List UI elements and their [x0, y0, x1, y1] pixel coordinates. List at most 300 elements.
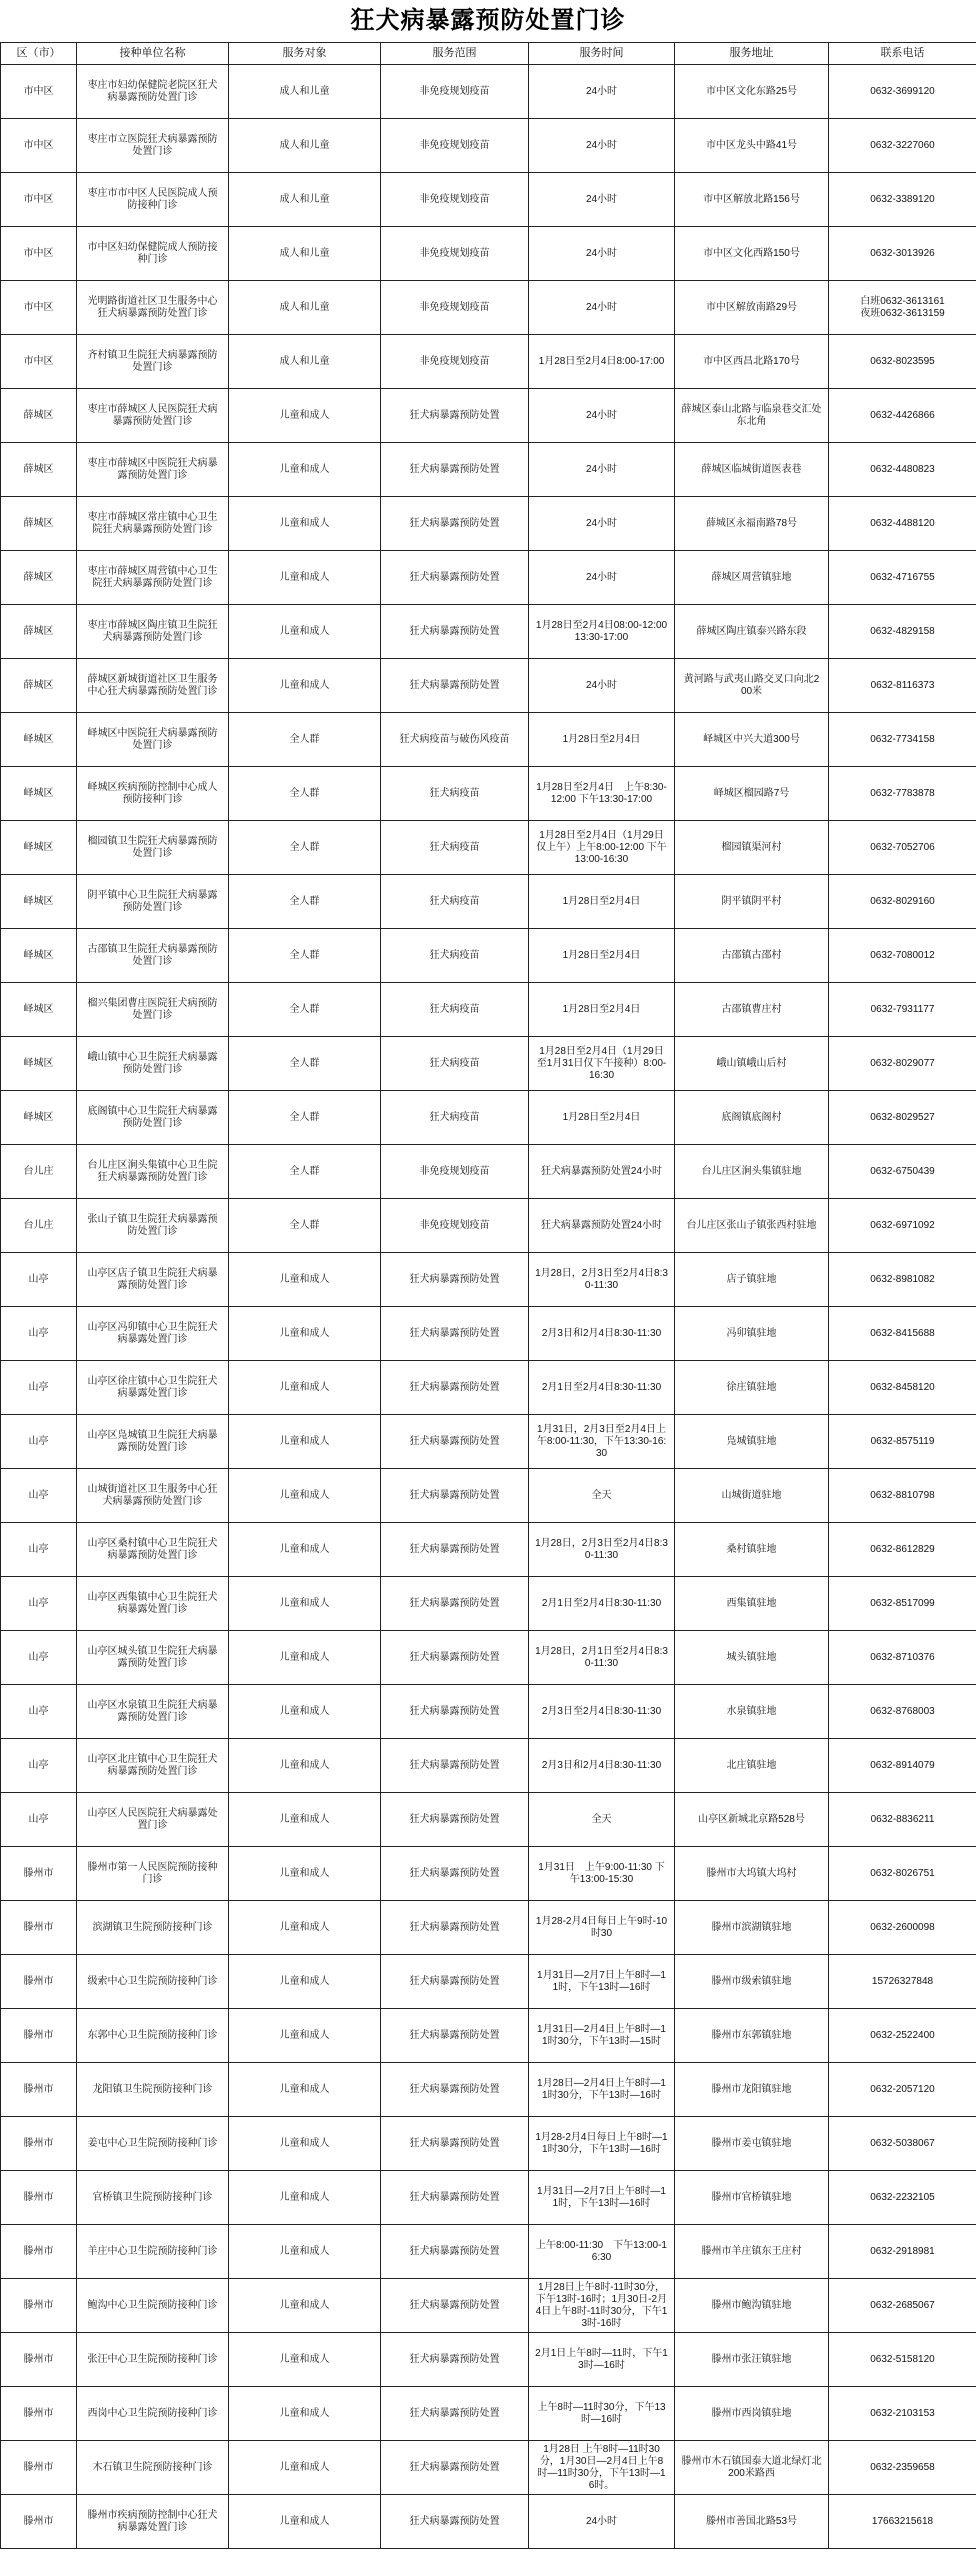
- unit-name-cell: 光明路街道社区卫生服务中心狂犬病暴露预防处置门诊: [77, 281, 229, 335]
- unit-name-cell: 古邵镇卫生院狂犬病暴露预防处置门诊: [77, 929, 229, 983]
- scope-cell: 非免疫规划疫苗: [381, 1199, 529, 1253]
- district-cell: 薛城区: [1, 443, 77, 497]
- table-header-row: [1, 43, 976, 65]
- header-time: 服务时间: [529, 43, 675, 65]
- scope-cell: 狂犬病暴露预防处置: [381, 2225, 529, 2279]
- target-cell: 成人和儿童: [229, 281, 381, 335]
- table-row: [1, 551, 976, 605]
- target-cell: 儿童和成人: [229, 1307, 381, 1361]
- table-row: [1, 1685, 976, 1739]
- target-cell: 儿童和成人: [229, 1631, 381, 1685]
- address-cell: 峄城区榴园路7号: [675, 767, 829, 821]
- target-cell: 儿童和成人: [229, 2279, 381, 2333]
- unit-name-cell: 羊庄中心卫生院预防接种门诊: [77, 2225, 229, 2279]
- unit-name-cell: 齐村镇卫生院狂犬病暴露预防处置门诊: [77, 335, 229, 389]
- time-cell: 狂犬病暴露预防处置24小时: [529, 1145, 675, 1199]
- address-cell: 滕州市大坞镇大坞村: [675, 1847, 829, 1901]
- table-row: [1, 2333, 976, 2387]
- header-district: 区（市）: [1, 43, 77, 65]
- unit-name-cell: 枣庄市薛城区常庄镇中心卫生院狂犬病暴露预防处置门诊: [77, 497, 229, 551]
- unit-name-cell: 薛城区新城街道社区卫生服务中心狂犬病暴露预防处置门诊: [77, 659, 229, 713]
- target-cell: 成人和儿童: [229, 119, 381, 173]
- phone-cell: 0632-2522400: [829, 2009, 976, 2063]
- district-cell: 滕州市: [1, 1901, 77, 1955]
- time-cell: 上午8:00-11:30 下午13:00-16:30: [529, 2225, 675, 2279]
- unit-name-cell: 峨山镇中心卫生院狂犬病暴露预防处置门诊: [77, 1037, 229, 1091]
- target-cell: 儿童和成人: [229, 1901, 381, 1955]
- target-cell: 全人群: [229, 1037, 381, 1091]
- table-row: [1, 2441, 976, 2495]
- phone-cell: 0632-8415688: [829, 1307, 976, 1361]
- district-cell: 山亭: [1, 1469, 77, 1523]
- target-cell: 全人群: [229, 875, 381, 929]
- district-cell: 峄城区: [1, 929, 77, 983]
- table-row: [1, 65, 976, 119]
- target-cell: 成人和儿童: [229, 65, 381, 119]
- table-row: [1, 2387, 976, 2441]
- unit-name-cell: 山亭区城头镇卫生院狂犬病暴露预防处置门诊: [77, 1631, 229, 1685]
- scope-cell: 非免疫规划疫苗: [381, 281, 529, 335]
- district-cell: 薛城区: [1, 659, 77, 713]
- phone-cell: 0632-4829158: [829, 605, 976, 659]
- table-row: [1, 1469, 976, 1523]
- district-cell: 滕州市: [1, 2387, 77, 2441]
- district-cell: 山亭: [1, 1631, 77, 1685]
- phone-cell: 白班0632-3613161 夜班0632-3613159: [829, 281, 976, 335]
- district-cell: 台儿庄: [1, 1145, 77, 1199]
- scope-cell: 狂犬病暴露预防处置: [381, 2279, 529, 2333]
- address-cell: 市中区解放南路29号: [675, 281, 829, 335]
- phone-cell: 0632-4716755: [829, 551, 976, 605]
- district-cell: 市中区: [1, 227, 77, 281]
- phone-cell: 0632-8710376: [829, 1631, 976, 1685]
- time-cell: 1月28日，2月3日至2月4日8:30-11:30: [529, 1253, 675, 1307]
- district-cell: 峄城区: [1, 767, 77, 821]
- address-cell: 山亭区新城北京路528号: [675, 1793, 829, 1847]
- table-row: [1, 2063, 976, 2117]
- table-row: [1, 2225, 976, 2279]
- target-cell: 全人群: [229, 713, 381, 767]
- time-cell: 1月28日至2月4日（1月29日仅上午）上午8:00-12:00 下午13:00-16:30: [529, 821, 675, 875]
- phone-cell: 0632-2103153: [829, 2387, 976, 2441]
- phone-cell: 0632-8517099: [829, 1577, 976, 1631]
- address-cell: 滕州市滨湖镇驻地: [675, 1901, 829, 1955]
- time-cell: 1月28日至2月4日: [529, 929, 675, 983]
- unit-name-cell: 姜屯中心卫生院预防接种门诊: [77, 2117, 229, 2171]
- time-cell: 1月31日—2月7日上午8时—11时，下午13时—16时: [529, 1955, 675, 2009]
- time-cell: 1月31日 上午9:00-11:30 下午13:00-15:30: [529, 1847, 675, 1901]
- phone-cell: 0632-6750439: [829, 1145, 976, 1199]
- address-cell: 滕州市西岗镇驻地: [675, 2387, 829, 2441]
- address-cell: 薛城区临城街道医表巷: [675, 443, 829, 497]
- table-row: [1, 1199, 976, 1253]
- unit-name-cell: 枣庄市薛城区陶庄镇卫生院狂犬病暴露预防处置门诊: [77, 605, 229, 659]
- district-cell: 山亭: [1, 1793, 77, 1847]
- phone-cell: 0632-8914079: [829, 1739, 976, 1793]
- district-cell: 市中区: [1, 65, 77, 119]
- unit-name-cell: 滕州市疾病预防控制中心狂犬病暴露处置门诊: [77, 2495, 229, 2549]
- phone-cell: 0632-3227060: [829, 119, 976, 173]
- table-row: [1, 1631, 976, 1685]
- district-cell: 滕州市: [1, 2063, 77, 2117]
- target-cell: 儿童和成人: [229, 2441, 381, 2495]
- table-row: [1, 443, 976, 497]
- table-row: [1, 2009, 976, 2063]
- table-row: [1, 227, 976, 281]
- table-row: [1, 1901, 976, 1955]
- phone-cell: 0632-5038067: [829, 2117, 976, 2171]
- phone-cell: 15726327848: [829, 1955, 976, 2009]
- table-row: [1, 1091, 976, 1145]
- time-cell: 24小时: [529, 119, 675, 173]
- scope-cell: 狂犬病疫苗: [381, 821, 529, 875]
- district-cell: 市中区: [1, 173, 77, 227]
- district-cell: 峄城区: [1, 983, 77, 1037]
- scope-cell: 狂犬病暴露预防处置: [381, 1685, 529, 1739]
- table-row: [1, 713, 976, 767]
- page-title: 狂犬病暴露预防处置门诊: [350, 7, 626, 34]
- address-cell: 徐庄镇驻地: [675, 1361, 829, 1415]
- phone-cell: 17663215618: [829, 2495, 976, 2549]
- table-row: [1, 1739, 976, 1793]
- target-cell: 全人群: [229, 1091, 381, 1145]
- district-cell: 山亭: [1, 1739, 77, 1793]
- target-cell: 儿童和成人: [229, 659, 381, 713]
- scope-cell: 非免疫规划疫苗: [381, 119, 529, 173]
- address-cell: 薛城区泰山北路与临泉巷交汇处东北角: [675, 389, 829, 443]
- scope-cell: 狂犬病疫苗: [381, 1091, 529, 1145]
- phone-cell: 0632-2918981: [829, 2225, 976, 2279]
- phone-cell: 0632-4426866: [829, 389, 976, 443]
- scope-cell: 狂犬病暴露预防处置: [381, 2441, 529, 2495]
- address-cell: 市中区文化西路150号: [675, 227, 829, 281]
- scope-cell: 狂犬病暴露预防处置: [381, 1469, 529, 1523]
- address-cell: 市中区解放北路156号: [675, 173, 829, 227]
- address-cell: 滕州市羊庄镇东王庄村: [675, 2225, 829, 2279]
- table-row: [1, 2495, 976, 2549]
- target-cell: 儿童和成人: [229, 2333, 381, 2387]
- target-cell: 儿童和成人: [229, 497, 381, 551]
- scope-cell: 狂犬病暴露预防处置: [381, 1307, 529, 1361]
- unit-name-cell: 峄城区中医院狂犬病暴露预防处置门诊: [77, 713, 229, 767]
- district-cell: 山亭: [1, 1361, 77, 1415]
- district-cell: 山亭: [1, 1577, 77, 1631]
- address-cell: 滕州市善国北路53号: [675, 2495, 829, 2549]
- phone-cell: 0632-7783878: [829, 767, 976, 821]
- scope-cell: 狂犬病暴露预防处置: [381, 2171, 529, 2225]
- target-cell: 全人群: [229, 983, 381, 1037]
- district-cell: 台儿庄: [1, 1199, 77, 1253]
- time-cell: 1月28日至2月4日: [529, 1091, 675, 1145]
- time-cell: 1月28日 上午8时—11时30分，1月30日—2月4日上午8时—11时30分，下午13时—16时。: [529, 2441, 675, 2495]
- table-row: [1, 1793, 976, 1847]
- unit-name-cell: 底阁镇中心卫生院狂犬病暴露预防处置门诊: [77, 1091, 229, 1145]
- address-cell: 凫城镇驻地: [675, 1415, 829, 1469]
- unit-name-cell: 山亭区桑村镇中心卫生院狂犬病暴露预防处置门诊: [77, 1523, 229, 1577]
- district-cell: 薛城区: [1, 389, 77, 443]
- unit-name-cell: 山亭区徐庄镇中心卫生院狂犬病暴露处置门诊: [77, 1361, 229, 1415]
- scope-cell: 狂犬病暴露预防处置: [381, 1901, 529, 1955]
- scope-cell: 非免疫规划疫苗: [381, 173, 529, 227]
- unit-name-cell: 山亭区店子镇卫生院狂犬病暴露预防处置门诊: [77, 1253, 229, 1307]
- target-cell: 儿童和成人: [229, 2387, 381, 2441]
- scope-cell: 狂犬病暴露预防处置: [381, 2333, 529, 2387]
- time-cell: 2月3日和2月4日8:30-11:30: [529, 1739, 675, 1793]
- address-cell: 山城街道驻地: [675, 1469, 829, 1523]
- table-row: [1, 1037, 976, 1091]
- target-cell: 儿童和成人: [229, 2225, 381, 2279]
- target-cell: 儿童和成人: [229, 1955, 381, 2009]
- address-cell: 滕州市级索镇驻地: [675, 1955, 829, 2009]
- unit-name-cell: 榴兴集团曹庄医院狂犬病预防处置门诊: [77, 983, 229, 1037]
- district-cell: 峄城区: [1, 1091, 77, 1145]
- scope-cell: 狂犬病暴露预防处置: [381, 443, 529, 497]
- time-cell: 24小时: [529, 389, 675, 443]
- table-row: [1, 605, 976, 659]
- scope-cell: 狂犬病暴露预防处置: [381, 1955, 529, 2009]
- unit-name-cell: 木石镇卫生院预防接种门诊: [77, 2441, 229, 2495]
- target-cell: 儿童和成人: [229, 1253, 381, 1307]
- time-cell: 1月28日至2月4日 上午8:30-12:00 下午13:30-17:00: [529, 767, 675, 821]
- time-cell: 狂犬病暴露预防处置24小时: [529, 1199, 675, 1253]
- scope-cell: 狂犬病暴露预防处置: [381, 1361, 529, 1415]
- phone-cell: 0632-8029160: [829, 875, 976, 929]
- scope-cell: 狂犬病暴露预防处置: [381, 605, 529, 659]
- phone-cell: 0632-8029077: [829, 1037, 976, 1091]
- time-cell: 24小时: [529, 65, 675, 119]
- address-cell: 阴平镇阴平村: [675, 875, 829, 929]
- scope-cell: 非免疫规划疫苗: [381, 65, 529, 119]
- district-cell: 滕州市: [1, 2279, 77, 2333]
- scope-cell: 狂犬病暴露预防处置: [381, 1523, 529, 1577]
- district-cell: 滕州市: [1, 2117, 77, 2171]
- scope-cell: 狂犬病暴露预防处置: [381, 389, 529, 443]
- district-cell: 市中区: [1, 281, 77, 335]
- scope-cell: 狂犬病暴露预防处置: [381, 1415, 529, 1469]
- unit-name-cell: 鲍沟中心卫生院预防接种门诊: [77, 2279, 229, 2333]
- target-cell: 儿童和成人: [229, 2171, 381, 2225]
- district-cell: 山亭: [1, 1685, 77, 1739]
- unit-name-cell: 山城街道社区卫生服务中心狂犬病暴露预防处置门诊: [77, 1469, 229, 1523]
- phone-cell: 0632-8575119: [829, 1415, 976, 1469]
- address-cell: 北庄镇驻地: [675, 1739, 829, 1793]
- time-cell: 1月28日—2月4日上午8时—11时30分，下午13时—16时: [529, 2063, 675, 2117]
- address-cell: 水泉镇驻地: [675, 1685, 829, 1739]
- time-cell: 24小时: [529, 443, 675, 497]
- district-cell: 薛城区: [1, 497, 77, 551]
- district-cell: 滕州市: [1, 2495, 77, 2549]
- target-cell: 儿童和成人: [229, 443, 381, 497]
- time-cell: 2月3日和2月4日8:30-11:30: [529, 1307, 675, 1361]
- address-cell: 峄城区中兴大道300号: [675, 713, 829, 767]
- address-cell: 冯卯镇驻地: [675, 1307, 829, 1361]
- phone-cell: 0632-8810798: [829, 1469, 976, 1523]
- table-row: [1, 173, 976, 227]
- table-row: [1, 2171, 976, 2225]
- unit-name-cell: 枣庄市市中区人民医院成人预防接种门诊: [77, 173, 229, 227]
- address-cell: 古邵镇古邵村: [675, 929, 829, 983]
- time-cell: 全天: [529, 1793, 675, 1847]
- table-row: [1, 2279, 976, 2333]
- address-cell: 西集镇驻地: [675, 1577, 829, 1631]
- scope-cell: 狂犬病暴露预防处置: [381, 2387, 529, 2441]
- phone-cell: 0632-8458120: [829, 1361, 976, 1415]
- phone-cell: 0632-8836211: [829, 1793, 976, 1847]
- table-row: [1, 875, 976, 929]
- target-cell: 儿童和成人: [229, 1739, 381, 1793]
- target-cell: 儿童和成人: [229, 605, 381, 659]
- target-cell: 成人和儿童: [229, 173, 381, 227]
- header-address: 服务地址: [675, 43, 829, 65]
- time-cell: 2月1日至2月4日8:30-11:30: [529, 1361, 675, 1415]
- time-cell: 1月31日—2月4日上午8时—11时30分，下午13时—15时: [529, 2009, 675, 2063]
- scope-cell: 狂犬病暴露预防处置: [381, 2009, 529, 2063]
- phone-cell: 0632-8023595: [829, 335, 976, 389]
- unit-name-cell: 峄城区疾病预防控制中心成人预防接种门诊: [77, 767, 229, 821]
- time-cell: 1月28日至2月4日08:00-12:00 13:30-17:00: [529, 605, 675, 659]
- time-cell: 1月31日，2月3日至2月4日上午8:00-11:30，下午13:30-16:30: [529, 1415, 675, 1469]
- phone-cell: 0632-2685067: [829, 2279, 976, 2333]
- target-cell: 儿童和成人: [229, 1523, 381, 1577]
- unit-name-cell: 山亭区西集镇中心卫生院狂犬病暴露处置门诊: [77, 1577, 229, 1631]
- unit-name-cell: 级索中心卫生院预防接种门诊: [77, 1955, 229, 2009]
- table-row: [1, 659, 976, 713]
- phone-cell: 0632-2359658: [829, 2441, 976, 2495]
- phone-cell: 0632-2600098: [829, 1901, 976, 1955]
- district-cell: 滕州市: [1, 1847, 77, 1901]
- table-row: [1, 1307, 976, 1361]
- unit-name-cell: 张汪中心卫生院预防接种门诊: [77, 2333, 229, 2387]
- table-row: [1, 281, 976, 335]
- table-row: [1, 119, 976, 173]
- district-cell: 峄城区: [1, 1037, 77, 1091]
- table-row: [1, 929, 976, 983]
- phone-cell: 0632-6971092: [829, 1199, 976, 1253]
- unit-name-cell: 枣庄市薛城区人民医院狂犬病暴露预防处置门诊: [77, 389, 229, 443]
- unit-name-cell: 枣庄市立医院狂犬病暴露预防处置门诊: [77, 119, 229, 173]
- phone-cell: 0632-3699120: [829, 65, 976, 119]
- scope-cell: 非免疫规划疫苗: [381, 227, 529, 281]
- unit-name-cell: 官桥镇卫生院预防接种门诊: [77, 2171, 229, 2225]
- target-cell: 儿童和成人: [229, 551, 381, 605]
- target-cell: 儿童和成人: [229, 2063, 381, 2117]
- phone-cell: 0632-8116373: [829, 659, 976, 713]
- scope-cell: 狂犬病暴露预防处置: [381, 1793, 529, 1847]
- phone-cell: 0632-8026751: [829, 1847, 976, 1901]
- target-cell: 儿童和成人: [229, 2117, 381, 2171]
- address-cell: 城头镇驻地: [675, 1631, 829, 1685]
- phone-cell: 0632-5158120: [829, 2333, 976, 2387]
- target-cell: 儿童和成人: [229, 1847, 381, 1901]
- unit-name-cell: 市中区妇幼保健院成人预防接种门诊: [77, 227, 229, 281]
- district-cell: 滕州市: [1, 2171, 77, 2225]
- time-cell: 全天: [529, 1469, 675, 1523]
- unit-name-cell: 榴园镇卫生院狂犬病暴露预防处置门诊: [77, 821, 229, 875]
- time-cell: 1月28日至2月4日: [529, 875, 675, 929]
- table-row: [1, 497, 976, 551]
- district-cell: 滕州市: [1, 2225, 77, 2279]
- phone-cell: 0632-8981082: [829, 1253, 976, 1307]
- address-cell: 桑村镇驻地: [675, 1523, 829, 1577]
- table-row: [1, 2117, 976, 2171]
- clinic-table: [0, 42, 976, 2549]
- scope-cell: 狂犬病暴露预防处置: [381, 1631, 529, 1685]
- table-row: [1, 1361, 976, 1415]
- scope-cell: 狂犬病疫苗: [381, 983, 529, 1037]
- address-cell: 薛城区永福南路78号: [675, 497, 829, 551]
- unit-name-cell: 滕州市第一人民医院预防接种门诊: [77, 1847, 229, 1901]
- target-cell: 儿童和成人: [229, 1469, 381, 1523]
- scope-cell: 狂犬病暴露预防处置: [381, 2495, 529, 2549]
- time-cell: 1月28日至2月4日: [529, 983, 675, 1037]
- header-target: 服务对象: [229, 43, 381, 65]
- phone-cell: 0632-8768003: [829, 1685, 976, 1739]
- scope-cell: 狂犬病暴露预防处置: [381, 2063, 529, 2117]
- table-row: [1, 1577, 976, 1631]
- table-row: [1, 1253, 976, 1307]
- scope-cell: 狂犬病疫苗: [381, 929, 529, 983]
- scope-cell: 狂犬病暴露预防处置: [381, 551, 529, 605]
- unit-name-cell: 枣庄市薛城区周营镇中心卫生院狂犬病暴露预防处置门诊: [77, 551, 229, 605]
- time-cell: 24小时: [529, 173, 675, 227]
- scope-cell: 狂犬病暴露预防处置: [381, 497, 529, 551]
- phone-cell: 0632-8029527: [829, 1091, 976, 1145]
- address-cell: 黄河路与武夷山路交叉口向北200米: [675, 659, 829, 713]
- target-cell: 全人群: [229, 821, 381, 875]
- time-cell: 2月1日上午8时—11时，下午13时—16时: [529, 2333, 675, 2387]
- address-cell: 滕州市姜屯镇驻地: [675, 2117, 829, 2171]
- address-cell: 台儿庄区张山子镇张西村驻地: [675, 1199, 829, 1253]
- district-cell: 市中区: [1, 119, 77, 173]
- address-cell: 市中区文化东路25号: [675, 65, 829, 119]
- phone-cell: 0632-7052706: [829, 821, 976, 875]
- table-row: [1, 1415, 976, 1469]
- time-cell: 24小时: [529, 227, 675, 281]
- time-cell: 1月28日，2月1日至2月4日8:30-11:30: [529, 1631, 675, 1685]
- header-unit-name: 接种单位名称: [77, 43, 229, 65]
- scope-cell: 狂犬病暴露预防处置: [381, 1739, 529, 1793]
- target-cell: 儿童和成人: [229, 1361, 381, 1415]
- scope-cell: 狂犬病暴露预防处置: [381, 1577, 529, 1631]
- phone-cell: 0632-7734158: [829, 713, 976, 767]
- unit-name-cell: 山亭区凫城镇卫生院狂犬病暴露预防处置门诊: [77, 1415, 229, 1469]
- table-row: [1, 767, 976, 821]
- phone-cell: 0632-2232105: [829, 2171, 976, 2225]
- address-cell: 薛城区周营镇驻地: [675, 551, 829, 605]
- table-row: [1, 389, 976, 443]
- phone-cell: 0632-7931177: [829, 983, 976, 1037]
- unit-name-cell: 山亭区北庄镇中心卫生院狂犬病暴露预防处置门诊: [77, 1739, 229, 1793]
- scope-cell: 非免疫规划疫苗: [381, 335, 529, 389]
- address-cell: 薛城区陶庄镇泰兴路东段: [675, 605, 829, 659]
- phone-cell: 0632-3013926: [829, 227, 976, 281]
- address-cell: 店子镇驻地: [675, 1253, 829, 1307]
- table-row: [1, 335, 976, 389]
- address-cell: 滕州市东郭镇驻地: [675, 2009, 829, 2063]
- target-cell: 全人群: [229, 929, 381, 983]
- scope-cell: 狂犬病暴露预防处置: [381, 659, 529, 713]
- district-cell: 山亭: [1, 1253, 77, 1307]
- scope-cell: 狂犬病疫苗与破伤风疫苗: [381, 713, 529, 767]
- target-cell: 成人和儿童: [229, 227, 381, 281]
- phone-cell: 0632-4480823: [829, 443, 976, 497]
- district-cell: 滕州市: [1, 2333, 77, 2387]
- address-cell: 古邵镇曹庄村: [675, 983, 829, 1037]
- header-scope: 服务范围: [381, 43, 529, 65]
- time-cell: 2月1日至2月4日8:30-11:30: [529, 1577, 675, 1631]
- address-cell: 滕州市龙阳镇驻地: [675, 2063, 829, 2117]
- time-cell: 24小时: [529, 551, 675, 605]
